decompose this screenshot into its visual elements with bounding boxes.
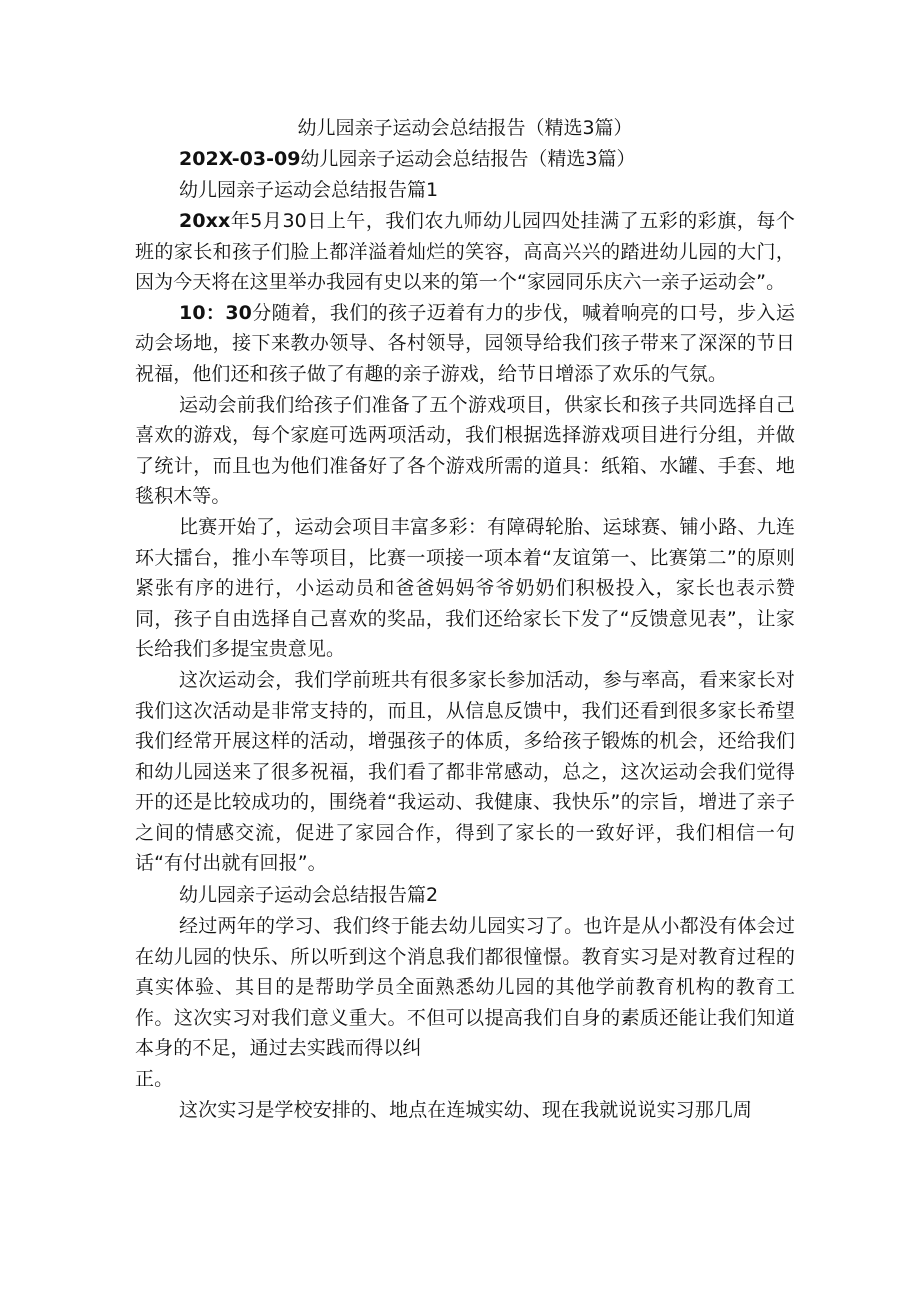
paragraph-2-text: 分随着，我们的孩子迈着有力的步伐，喊着响亮的口号，步入运动会场地，接下来教办领导、各村领导，园领导给我们孩子带来了深深的节日祝福，他们还和孩子做了有趣的亲子游戏，给节日增添了欢乐的气氛。 [135,301,795,385]
paragraph-5: 这次运动会，我们学前班共有很多家长参加活动，参与率高，看来家长对我们这次活动是非常支持的，而且，从信息反馈中，我们还看到很多家长希望我们经常开展这样的活动，增强孩子的体质，多给孩子锻炼的机会，还给我们和幼儿园送来了很多祝福，我们看了都非常感动，总之，这次运动会我们觉得开的还是比较成功的，围绕着“我运动、我健康、我快乐”的宗旨，增进了亲子之间的情感交流，促进了家园合作，得到了家长的一致好评，我们相信一句话“有付出就有回报”。 [135,668,795,875]
paragraph-1-lead: 20xx [179,210,231,232]
paragraph-3: 运动会前我们给孩子们准备了五个游戏项目，供家长和孩子共同选择自己喜欢的游戏，每个家庭可选两项活动，我们根据选择游戏项目进行分组，并做了统计，而且也为他们准备好了各个游戏所需的道具：纸箱、水罐、手套、地毯积木等。 [135,393,795,508]
document-subtitle [135,144,795,174]
paragraph-4: 比赛开始了，运动会项目丰富多彩：有障碍轮胎、运球赛、铺小路、九连环大擂台，推小车等项目，比赛一项接一项本着“友谊第一、比赛第二”的原则紧张有序的进行，小运动员和爸爸妈妈爷爷奶奶们积极投入，家长也表示赞同，孩子自由选择自己喜欢的奖品，我们还给家长下发了“反馈意见表”，让家长给我们多提宝贵意见。 [135,515,795,661]
subtitle-text: 幼儿园亲子运动会总结报告（精选3篇） [300,148,636,170]
paragraph-1-text: 年5月30日上午，我们农九师幼儿园四处挂满了五彩的彩旗，每个班的家长和孩子们脸上都洋溢着灿烂的笑容，高高兴兴的踏进幼儿园的大门，因为今天将在这里举办我园有史以来的第一个“家园同乐庆六一亲子运动会”。 [135,210,795,294]
paragraph-2 [135,298,795,390]
paragraph-7: 这次实习是学校安排的、地点在连城实幼、现在我就说说实习那几周 [179,1098,753,1121]
subtitle-date: 202X-03-09 [179,148,301,170]
paragraph-1 [135,206,795,298]
document-title: 幼儿园亲子运动会总结报告（精选3篇） [297,117,633,139]
section-heading-2: 幼儿园亲子运动会总结报告篇2 [179,884,439,907]
document-page [135,112,795,1125]
paragraph-6-tail: 正。 [135,1068,174,1091]
paragraph-6: 经过两年的学习、我们终于能去幼儿园实习了。也许是从小都没有体会过在幼儿园的快乐、所以听到这个消息我们都很憧憬。教育实习是对教育过程的真实体验、其目的是帮助学员全面熟悉幼儿园的其他学前教育机构的教育工作。这次实习对我们意义重大。不但可以提高我们自身的素质还能让我们知道本身的不足，通过去实践而得以纠 [135,915,795,1060]
paragraph-2-lead: 10：30 [179,301,252,324]
section-heading-1: 幼儿园亲子运动会总结报告篇1 [179,179,439,201]
